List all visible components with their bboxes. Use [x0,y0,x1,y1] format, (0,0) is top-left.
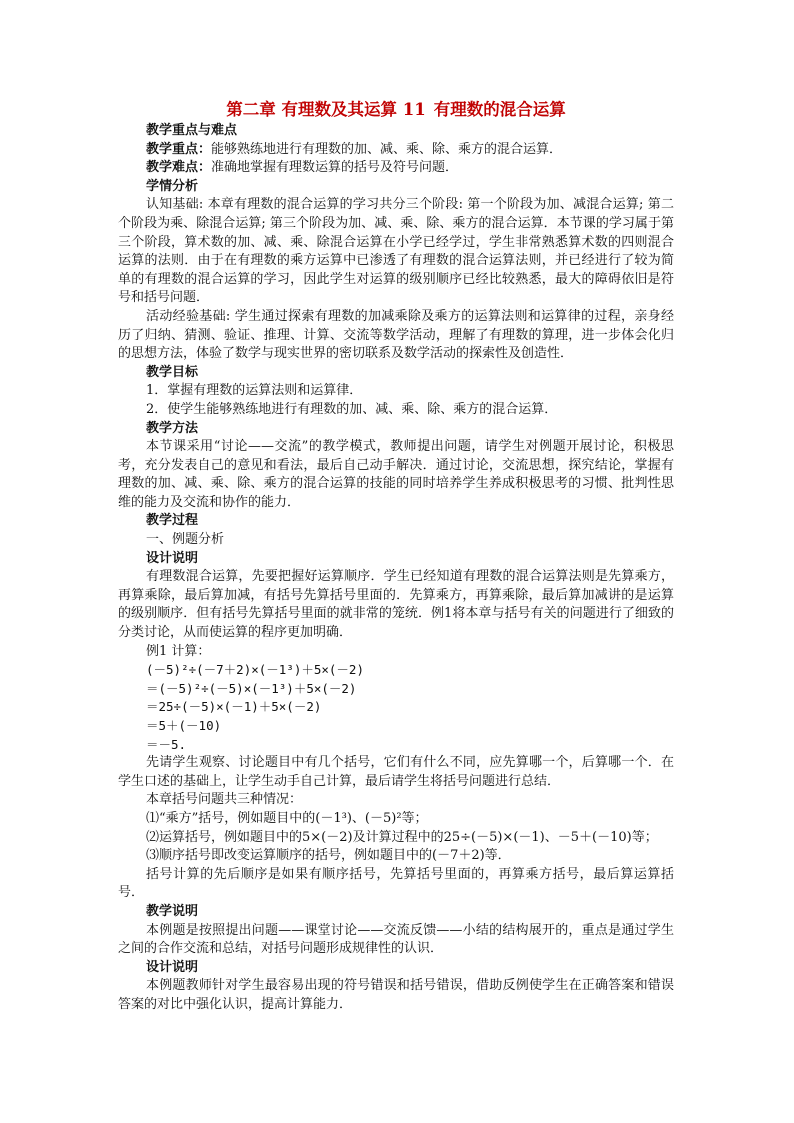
difficult-point [146,159,674,178]
difficult-label: 教学难点： [146,160,212,176]
bracket-case-3: ⑶顺序括号即改变运算顺序的括号，例如题目中的(－7＋2)等． [146,848,511,864]
design-paragraph-1: 有理数混合运算，先要把握好运算顺序．学生已经知道有理数的混合运算法则是先算乘方，再算乘除，最后算加减，有括号先算括号里面的．先算乘方，再算乘除，最后算加减讲的是运算的级别顺序．但有括号先算括号里面的就非常的笼统．例1将本章与括号有关的问题进行了细致的分类讨论，从而使运算的程序更加明确． [118,569,674,641]
difficult-text: 准确地掌握有理数运算的括号及符号问题． [211,160,459,176]
heading-goals: 教学目标 [146,364,199,380]
math-line-5: ＝－5. [146,736,187,752]
method-paragraph: 本节课采用“讨论——交流”的教学模式，教师提出问题，请学生对例题开展讨论，积极思考，充分发表自己的意见和看法，最后自己动手解决．通过讨论，交流思想，探究结论，掌握有理数的加、减、乘、除、乘方的混合运算的技能的同时培养学生养成积极思考的习惯、批判性思维的能力及交流和协作的能力． [118,439,674,510]
bracket-intro: 本章括号问题共三种情况： [146,792,303,808]
key-point [146,141,674,160]
goal-2: 2．使学生能够熟练地进行有理数的加、减、乘、除、乘方的混合运算． [146,401,558,417]
analysis-paragraph-2: 活动经验基础: 学生通过探索有理数的加减乘除及乘方的运算法则和运算律的过程，亲身经历了归纳、猜测、验证、推理、计算、交流等数学活动，理解了有理数的算理，进一步体会化归的思想方法，体验了数学与现实世界的密切联系及数学活动的探索性及创造性． [118,308,674,362]
key-text: 能够熟练地进行有理数的加、减、乘、除、乘方的混合运算． [211,141,563,157]
teach-note-paragraph: 本例题是按照提出问题——课堂讨论——交流反馈——小结的结构展开的，重点是通过学生之间的合作交流和总结，对括号问题形成规律性的认识． [118,922,674,957]
design-paragraph-2: 本例题教师针对学生最容易出现的符号错误和括号错误，借助反例使学生在正确答案和错误答案的对比中强化认识，提高计算能力． [118,978,674,1012]
heading-design-2: 设计说明 [146,959,199,975]
math-line-2: ＝(－5)²÷(－5)×(－1³)＋5×(－2) [146,680,357,696]
math-line-3: ＝25÷(－5)×(－1)＋5×(－2) [146,699,322,715]
bracket-order-paragraph: 括号计算的先后顺序是如果有顺序括号，先算括号里面的，再算乘方括号，最后算运算括号． [118,866,674,901]
heading-teach-note: 教学说明 [146,903,199,919]
heading-design-1: 设计说明 [146,550,199,566]
heading-key-difficult: 教学重点与难点 [146,123,238,138]
after-example-paragraph: 先请学生观察、讨论题目中有几个括号，它们有什么不同，应先算哪一个，后算哪一个．在学生口述的基础上，让学生动手自己计算，最后请学生将括号问题进行总结． [118,755,674,789]
document-page [118,98,674,1015]
heading-method: 教学方法 [146,420,199,436]
heading-analysis: 学情分析 [146,178,199,194]
title-lesson: 有理数的混合运算 [433,100,566,119]
math-line-1: (－5)²÷(－7＋2)×(－1³)＋5×(－2) [146,662,364,678]
analysis-paragraph-1: 认知基础: 本章有理数的混合运算的学习共分三个阶段: 第一个阶段为加、减混合运算; 第二个阶段为乘、除混合运算; 第三个阶段为加、减、乘、除、乘方的混合运算．本节课的学习属于第三个阶段，算术数的加、减、乘、除混合运算在小学已经学过，学生非常熟悉算术数的四则混合运算的法则．由于在有理数的乘方运算中已渗透了有理数的混合运算法则，并已经进行了较为简单的有理数的混合运算的学习，因此学生对运算的级别顺序已经比较熟悉，最大的障碍依旧是符号和括号问题． [118,197,674,306]
title-chapter: 第二章 有理数及其运算 11 [226,100,426,119]
document-title [118,98,674,122]
heading-process: 教学过程 [146,513,199,529]
goal-1: 1．掌握有理数的运算法则和运算律． [146,383,363,399]
key-label: 教学重点： [146,141,212,157]
bracket-case-2: ⑵运算括号，例如题目中的5×(－2)及计算过程中的25÷(－5)×(－1)、－5＋(－10)等； [146,829,658,845]
math-line-4: ＝5＋(－10) [146,718,222,733]
part-1-label: 一、例题分析 [146,532,225,548]
example-1-label: 例1 计算： [146,643,211,659]
bracket-case-1: ⑴“乘方”括号，例如题目中的(－1³)、(－5)²等； [146,810,428,826]
